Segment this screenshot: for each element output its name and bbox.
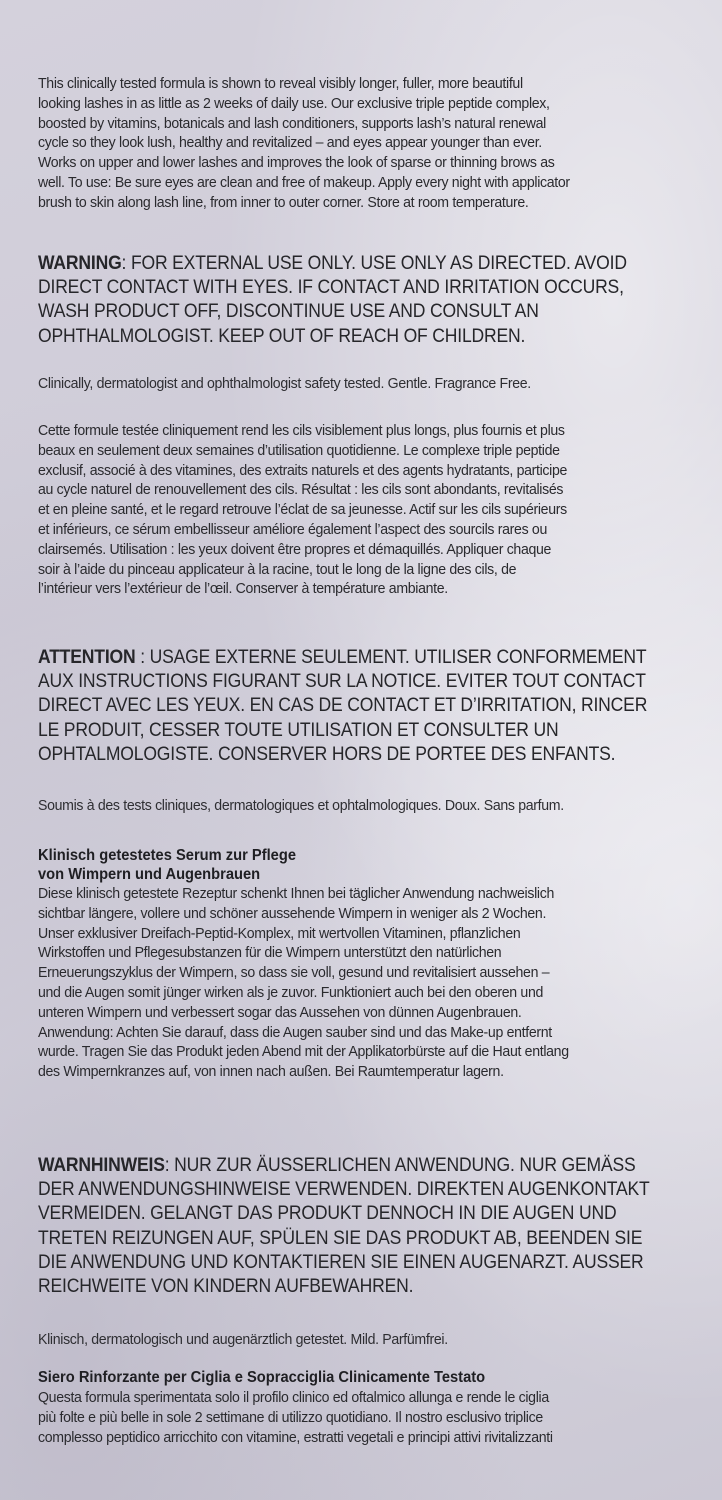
fr-warning-line: LE PRODUIT, CESSER TOUTE UTILISATION ET CONSULTER UN [38, 718, 559, 741]
en-description-line: cycle so they look lush, healthy and revitalized – and eyes appear younger than ever. [38, 134, 542, 152]
de-warning-line: REICHWEITE VON KINDERN AUFBEWAHREN. [38, 1275, 414, 1298]
en-warning-line: DIRECT CONTACT WITH EYES. IF CONTACT AND IRRITATION OCCURS, [38, 276, 624, 299]
en-description-line: well. To use: Be sure eyes are clean and free of makeup. Apply every night with applicator [38, 173, 570, 191]
fr-description-line: exclusif, associé à des vitamines, des extraits naturels et des agents hydratants, participe [38, 461, 568, 479]
de-description-line: Unser exklusiver Dreifach-Peptid-Komplex, mit wertvollen Vitaminen, pflanzlichen [38, 924, 521, 942]
fr-warning-line: OPHTALMOLOGISTE. CONSERVER HORS DE PORTEE DES ENFANTS. [38, 742, 616, 765]
fr-description-line: et en pleine santé, et le regard retrouve l’éclat de sa jeunesse. Actif sur les cils supérieurs [38, 501, 567, 519]
de-warning-line: DER ANWENDUNGSHINWEISE VERWENDEN. DIREKTEN AUGENKONTAKT [38, 1178, 650, 1201]
fr-description-line: l’intérieur vers l’extérieur de l’œil. Conserver à température ambiante. [38, 580, 448, 598]
de-heading [38, 846, 702, 884]
de-description-line: wurde. Tragen Sie das Produkt jeden Abend mit der Applikatorbürste auf die Haut entlang [38, 1043, 569, 1061]
en-description-line: looking lashes in as little as 2 weeks of daily use. Our exclusive triple peptide complex, [38, 94, 550, 112]
de-description [38, 884, 702, 1082]
de-description-line: Diese klinisch getestete Rezeptur schenkt Ihnen bei täglicher Anwendung nachweislich [38, 885, 554, 902]
fr-description-line: soir à l’aide du pinceau applicateur à la racine, tout le long de la ligne des cils, de [38, 560, 517, 578]
de-description-line: Wirkstoffen und Pflegesubstanzen für die Wimpern unterstützt den natürlichen [38, 944, 502, 962]
de-warning-text: : NUR ZUR ÄUSSERLICHEN ANWENDUNG. NUR GEMÄSS [164, 1154, 636, 1176]
de-warning-line: DIE ANWENDUNG UND KONTAKTIEREN SIE EINEN AUGENARZT. AUSSER [38, 1250, 644, 1273]
en-description [38, 74, 702, 213]
fr-description-line: et inférieurs, ce sérum embellisseur améliore également l’aspect des sourcils rares ou [38, 520, 547, 538]
package-label [34, 0, 706, 1500]
fr-description [38, 421, 702, 599]
en-warning [38, 251, 702, 348]
fr-description-line: clairsemés. Utilisation : les yeux doivent être propres et démaquillés. Appliquer chaque [38, 540, 552, 558]
fr-warning [38, 645, 702, 766]
fr-warning-line: AUX INSTRUCTIONS FIGURANT SUR LA NOTICE. EVITER TOUT CONTACT [38, 670, 646, 693]
en-safety-statement: Clinically, dermatologist and ophthalmologist safety tested. Gentle. Fragrance Free. [38, 375, 531, 392]
it-description [38, 1388, 702, 1447]
fr-safety-statement: Soumis à des tests cliniques, dermatologiques et ophtalmologiques. Doux. Sans parfum. [38, 797, 564, 814]
de-description-line: Anwendung: Achten Sie darauf, dass die Augen sauber sind und das Make-up entfernt [38, 1023, 552, 1041]
it-heading [38, 1368, 702, 1387]
it-description-line: complesso peptidico arricchito con vitamine, estratti vegetali e principi attivi rivitalizzanti [38, 1428, 553, 1446]
en-warning-line: WASH PRODUCT OFF, DISCONTINUE USE AND CONSULT AN [38, 300, 539, 323]
de-heading-line: Klinisch getestetes Serum zur Pflege [38, 847, 297, 864]
de-warning-line [38, 1153, 702, 1177]
it-description-line: più folte e più belle in sole 2 settimane di utilizzo quotidiano. Il nostro esclusivo triplice [38, 1408, 543, 1426]
fr-warning-text: : USAGE EXTERNE SEULEMENT. UTILISER CONFORMEMENT [135, 646, 647, 668]
it-heading-line: Siero Rinforzante per Ciglia e Sopracciglia Clinicamente Testato [38, 1369, 486, 1386]
en-warning-line [38, 251, 702, 275]
en-description-line: brush to skin along lash line, from inner to outer corner. Store at room temperature. [38, 193, 529, 211]
fr-description-line: beaux en seulement deux semaines d’utilisation quotidienne. Le complexe triple peptide [38, 441, 560, 459]
fr-warning-keyword: ATTENTION [38, 646, 136, 668]
de-warning [38, 1153, 702, 1298]
de-warning-keyword: WARNHINWEIS [38, 1154, 165, 1176]
de-description-line: sichtbar längere, vollere und schöner aussehende Wimpern in weniger als 2 Wochen. [38, 904, 547, 922]
en-description-line: This clinically tested formula is shown to reveal visibly longer, fuller, more beautiful [38, 75, 523, 92]
en-warning-text: : FOR EXTERNAL USE ONLY. USE ONLY AS DIRECTED. AVOID [121, 252, 627, 274]
de-description-line: des Wimpernkranzes auf, von innen nach außen. Bei Raumtemperatur lagern. [38, 1063, 504, 1081]
de-warning-line: VERMEIDEN. GELANGT DAS PRODUKT DENNOCH IN DIE AUGEN UND [38, 1202, 617, 1225]
en-description-line: Works on upper and lower lashes and improves the look of sparse or thinning brows as [38, 154, 555, 172]
de-warning-line: TRETEN REIZUNGEN AUF, SPÜLEN SIE DAS PRODUKT AB, BEENDEN SIE [38, 1226, 643, 1249]
en-warning-line: OPHTHALMOLOGIST. KEEP OUT OF REACH OF CHILDREN. [38, 324, 526, 347]
fr-description-line: au cycle naturel de renouvellement des cils. Résultat : les cils sont abondants, revitalisés [38, 481, 564, 499]
fr-warning-line [38, 645, 702, 669]
de-heading-line: von Wimpern und Augenbrauen [38, 866, 261, 883]
fr-warning-line: DIRECT AVEC LES YEUX. EN CAS DE CONTACT ET D’IRRITATION, RINCER [38, 694, 648, 717]
de-safety-statement: Klinisch, dermatologisch und augenärztlich getestet. Mild. Parfümfrei. [38, 1331, 448, 1348]
en-warning-keyword: WARNING [38, 252, 122, 274]
it-description-line: Questa formula sperimentata solo il profilo clinico ed oftalmico allunga e rende le ciglia [38, 1389, 549, 1406]
en-description-line: boosted by vitamins, botanicals and lash conditioners, supports lash’s natural renewal [38, 114, 546, 132]
de-description-line: unteren Wimpern und verbessert sogar das Aussehen von dünnen Augenbrauen. [38, 1003, 522, 1021]
de-description-line: und die Augen somit jünger wirken als je zuvor. Funktioniert auch bei den oberen und [38, 983, 544, 1001]
de-description-line: Erneuerungszyklus der Wimpern, so dass sie voll, gesund und revitalisiert aussehen – [38, 964, 550, 982]
fr-description-line: Cette formule testée cliniquement rend les cils visiblement plus longs, plus fournis et plus [38, 422, 565, 439]
